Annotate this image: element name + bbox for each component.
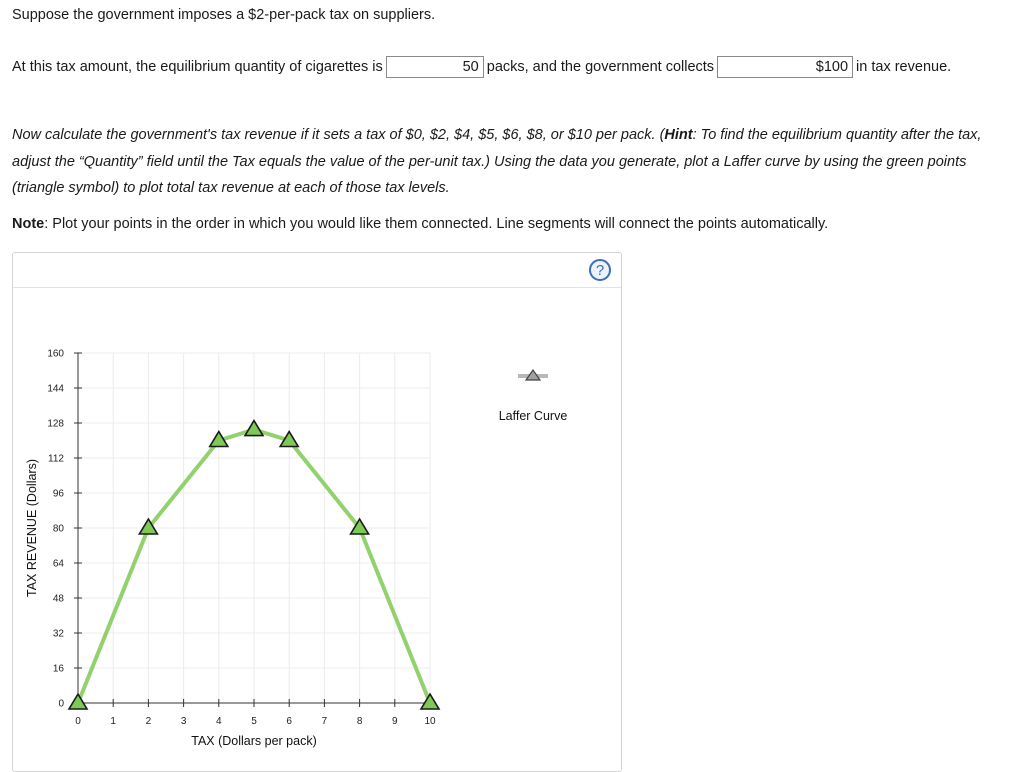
- y-axis-label: TAX REVENUE (Dollars): [25, 459, 39, 597]
- x-tick-label: 6: [286, 716, 292, 727]
- help-icon[interactable]: ?: [589, 259, 611, 281]
- y-tick-label: 112: [48, 453, 64, 465]
- x-tick-label: 0: [75, 716, 81, 727]
- x-tick-label: 7: [321, 716, 328, 727]
- y-tick-label: 32: [52, 628, 64, 640]
- y-tick-label: 48: [52, 593, 64, 605]
- equilibrium-suffix: in tax revenue.: [856, 59, 952, 75]
- equilibrium-prefix: At this tax amount, the equilibrium quantity of cigarettes is: [12, 59, 383, 75]
- x-tick-label: 4: [216, 716, 222, 727]
- y-tick-label: 0: [58, 698, 64, 710]
- x-tick-label: 9: [392, 716, 398, 727]
- note-label: Note: [12, 216, 45, 232]
- y-tick-label: 64: [52, 558, 64, 570]
- instructions-post: : To find the equilibrium quantity after the tax, adjust the “Quantity” field until the Tax equals the value of the per-unit tax.) Using the data you generate, plot a Laffer curve by using the green points (triangle symbol) to plot total tax revenue at each of those tax levels.: [12, 127, 982, 196]
- revenue-answer-field[interactable]: $100: [717, 56, 853, 78]
- laffer-point[interactable]: [421, 694, 439, 709]
- x-axis-label: TAX (Dollars per pack): [191, 734, 317, 748]
- y-tick-label: 144: [47, 383, 64, 395]
- x-tick-label: 5: [251, 716, 257, 727]
- x-tick-label: 8: [356, 716, 363, 727]
- y-tick-label: 160: [47, 348, 64, 360]
- hint-label: Hint: [664, 127, 693, 143]
- laffer-point[interactable]: [69, 694, 87, 709]
- y-tick-label: 128: [47, 418, 64, 430]
- x-tick-label: 2: [145, 716, 152, 727]
- quantity-answer-field[interactable]: 50: [386, 56, 484, 78]
- note-text: : Plot your points in the order in which you would like them connected. Line segments will connect the points automatically.: [44, 216, 829, 232]
- y-tick-label: 80: [52, 523, 64, 535]
- x-tick-label: 10: [424, 716, 436, 727]
- question-intro: Suppose the government imposes a $2-per-pack tax on suppliers.: [12, 7, 436, 23]
- x-tick-label: 3: [180, 716, 187, 727]
- instructions-pre: Now calculate the government's tax revenue if it sets a tax of $0, $2, $4, $5, $6, $8, or $10 per pack. (: [12, 127, 665, 143]
- x-tick-label: 1: [110, 716, 116, 727]
- equilibrium-middle: packs, and the government collects: [486, 59, 715, 75]
- y-tick-label: 96: [52, 488, 64, 500]
- y-tick-label: 16: [52, 663, 64, 675]
- legend-label: Laffer Curve: [498, 409, 568, 423]
